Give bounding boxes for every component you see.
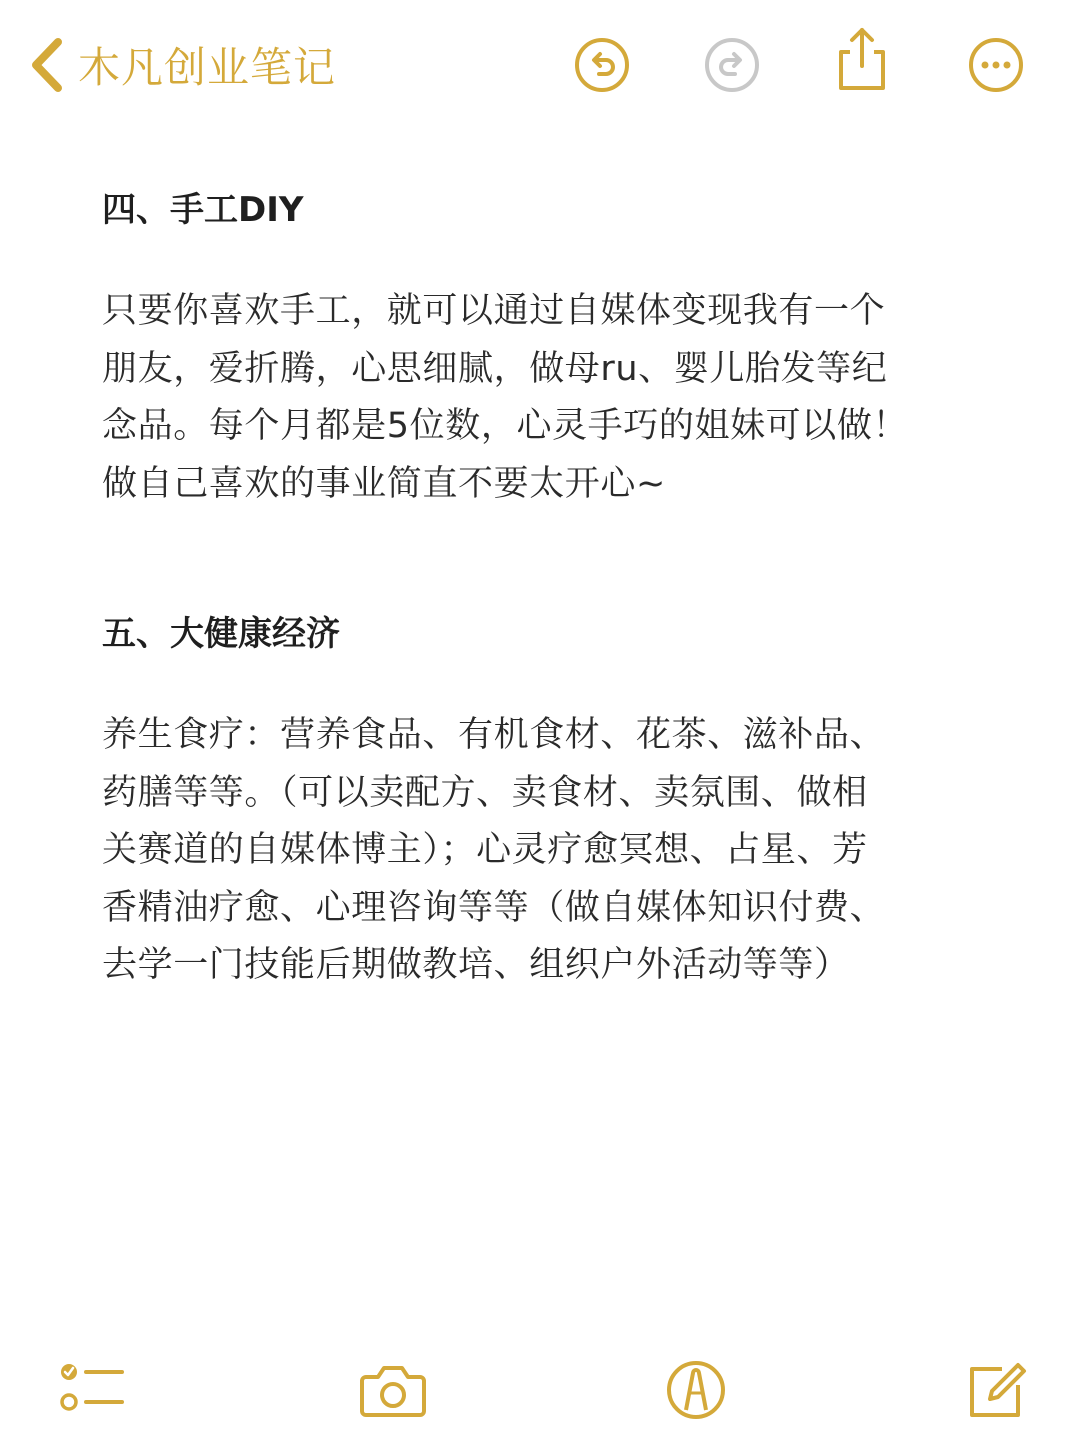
paragraph-line: 去学一门技能后期做教培、组织户外活动等等）: [102, 945, 850, 985]
paragraph-line: 做自己喜欢的事业简直不要太开心~: [102, 463, 666, 504]
navigation-bar: [0, 0, 1080, 130]
section-paragraph: [102, 707, 962, 995]
section-paragraph: [102, 283, 962, 513]
chevron-left-icon: [28, 34, 68, 96]
paragraph-line: 念品。每个月都是5位数，心灵手巧的姐妹可以做！: [102, 406, 909, 446]
checklist-button[interactable]: [56, 1355, 126, 1425]
paragraph-line: 养生食疗：营养食品、有机食材、花茶、滋补品、: [102, 715, 886, 755]
share-button[interactable]: [829, 26, 895, 92]
paragraph-line: 只要你喜欢手工，就可以通过自媒体变现我有一个: [102, 291, 886, 331]
compose-icon: [962, 1355, 1032, 1425]
section-heading: 五、大健康经济: [102, 614, 340, 654]
paragraph-line: 药膳等等。（可以卖配方、卖食材、卖氛围、做相: [102, 772, 868, 813]
undo-button[interactable]: [569, 32, 635, 98]
markup-pen-icon: [661, 1355, 731, 1425]
paragraph-line: 朋友，爱折腾，心思细腻，做母ru、婴儿胎发等纪: [102, 348, 888, 389]
checklist-icon: [56, 1355, 126, 1425]
camera-icon: [358, 1355, 428, 1425]
more-icon: [963, 32, 1029, 98]
redo-button[interactable]: [699, 32, 765, 98]
markup-button[interactable]: [661, 1355, 731, 1425]
back-button[interactable]: [28, 30, 336, 100]
section-heading: 四、手工DIY: [102, 190, 304, 230]
paragraph-line: 关赛道的自媒体博主）；心灵疗愈冥想、占星、芳: [102, 830, 868, 870]
share-icon: [829, 26, 895, 92]
back-label: 木凡创业笔记: [78, 43, 337, 92]
compose-button[interactable]: [962, 1355, 1032, 1425]
more-button[interactable]: [963, 32, 1029, 98]
redo-icon: [699, 32, 765, 98]
undo-icon: [569, 32, 635, 98]
paragraph-line: 香精油疗愈、心理咨询等等（做自媒体知识付费、: [102, 887, 886, 928]
camera-button[interactable]: [358, 1355, 428, 1425]
